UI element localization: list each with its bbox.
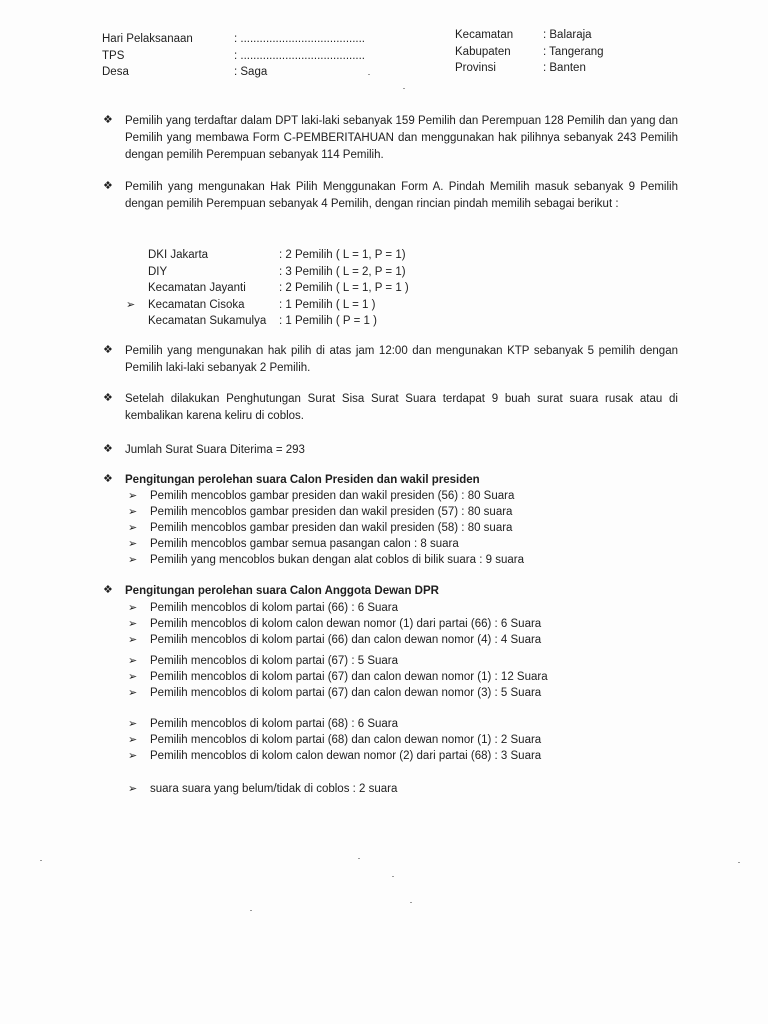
row-value: : 1 Pemilih ( P = 1 )	[279, 315, 377, 327]
diamond-bullet-icon: ❖	[103, 473, 113, 485]
row-name: DKI Jakarta	[148, 249, 209, 261]
list-item	[128, 669, 548, 685]
list-item	[128, 520, 524, 536]
info-row-hari	[102, 31, 365, 48]
paragraph-dpt	[103, 113, 678, 164]
section-heading: Pengitungan perolehan suara Calon Presiden dan wakil presiden	[125, 474, 480, 486]
info-value: : .......................................	[234, 49, 365, 62]
info-row-tps	[102, 48, 365, 65]
dpr-list-67	[128, 653, 548, 701]
info-value: : Saga	[234, 66, 268, 78]
scan-speck	[250, 910, 252, 911]
item-text: Pemilih mencoblos di kolom calon dewan nomor (1) dari partai (66) : 6 Suara	[150, 618, 542, 630]
row-value: : 2 Pemilih ( L = 1, P = 1)	[279, 249, 406, 261]
paragraph-text: Setelah dilakukan Penghutungan Surat Sisa Surat Suara terdapat 9 buah surat suara rusak atau di kembalikan karena keliru di coblos.	[125, 393, 678, 422]
item-text: Pemilih mencoblos gambar presiden dan wakil presiden (58) : 80 suara	[150, 522, 513, 534]
diamond-bullet-icon: ❖	[103, 114, 113, 126]
dpr-list-68	[128, 716, 541, 764]
list-item	[128, 716, 541, 732]
row-value: : 3 Pemilih ( L = 2, P = 1)	[279, 265, 406, 278]
paragraph-text: Pemilih yang terdaftar dalam DPT laki-laki sebanyak 159 Pemilih dan Perempuan 128 Pemilih dan yang dan Pemilih yang membawa Form C-PEMBERITAHUAN dan menggunakan hak pilihnya sebanyak 243 Pemilih dengan pemilih Perempuan sebanyak 114 Pemilih.	[125, 115, 678, 161]
row-value: : 2 Pemilih ( L = 1, P = 1 )	[279, 282, 409, 294]
arrow-bullet-icon: ➢	[126, 298, 136, 311]
list-item	[128, 653, 548, 669]
item-text: suara suara yang belum/tidak di coblos : 2 suara	[150, 783, 398, 795]
arrow-bullet-icon: ➢	[128, 634, 138, 646]
list-item	[128, 781, 397, 797]
item-text: Pemilih mencoblos gambar presiden dan wakil presiden (57) : 80 suara	[150, 506, 513, 518]
row-name: Kecamatan Cisoka	[148, 298, 245, 311]
pindah-memilih-table	[126, 247, 409, 330]
arrow-bullet-icon: ➢	[128, 490, 138, 502]
item-text: Pemilih mencoblos di kolom partai (66) : 6 Suara	[150, 602, 399, 614]
diamond-bullet-icon: ❖	[103, 584, 113, 596]
list-item	[128, 732, 541, 748]
arrow-bullet-icon: ➢	[128, 671, 138, 683]
paragraph-jumlah-surat	[103, 442, 678, 459]
item-text: Pemilih mencoblos gambar presiden dan wakil presiden (56) : 80 Suara	[150, 490, 515, 502]
arrow-bullet-icon: ➢	[128, 655, 138, 667]
scan-speck	[403, 88, 405, 89]
item-text: Pemilih mencoblos di kolom partai (68) dan calon dewan nomor (1) : 2 Suara	[150, 734, 542, 746]
info-label: Kecamatan	[455, 29, 514, 41]
item-text: Pemilih mencoblos di kolom partai (67) dan calon dewan nomor (3) : 5 Suara	[150, 687, 542, 699]
arrow-bullet-icon: ➢	[128, 506, 138, 518]
scan-speck	[40, 860, 42, 861]
table-row	[126, 297, 409, 314]
paragraph-text: Jumlah Surat Suara Diterima = 293	[125, 444, 305, 456]
row-value: : 1 Pemilih ( L = 1 )	[279, 298, 376, 311]
paragraph-surat-rusak	[103, 391, 678, 425]
diamond-bullet-icon: ❖	[103, 344, 113, 356]
arrow-bullet-icon: ➢	[128, 538, 138, 550]
arrow-bullet-icon: ➢	[128, 618, 138, 630]
arrow-bullet-icon: ➢	[128, 554, 138, 566]
row-name: Kecamatan Sukamulya	[148, 315, 267, 327]
info-value: : Banten	[543, 62, 586, 74]
item-text: Pemilih yang mencoblos bukan dengan alat coblos di bilik suara : 9 suara	[150, 554, 524, 566]
list-item	[128, 616, 541, 632]
table-row	[148, 264, 409, 281]
list-item	[128, 488, 524, 504]
list-item	[128, 504, 524, 520]
paragraph-text: Pemilih yang mengunakan Hak Pilih Menggunakan Form A. Pindah Memilih masuk sebanyak 9 Pemilih dengan pemilih Perempuan sebanyak 4 Pemilih, dengan rincian pindah memilih sebagai berikut :	[125, 181, 678, 210]
table-row	[148, 280, 409, 297]
info-label: Kabupaten	[455, 45, 511, 58]
info-row-kecamatan	[455, 27, 604, 44]
info-row-kabupaten	[455, 44, 604, 61]
paragraph-pindah-memilih	[103, 179, 678, 213]
scan-speck	[358, 858, 360, 859]
header-info-left	[102, 31, 365, 81]
scan-speck	[738, 862, 740, 863]
list-item	[128, 632, 541, 648]
item-text: Pemilih mencoblos di kolom partai (67) dan calon dewan nomor (1) : 12 Suara	[150, 671, 548, 683]
item-text: Pemilih mencoblos di kolom partai (67) : 5 Suara	[150, 655, 399, 667]
list-item	[128, 552, 524, 568]
arrow-bullet-icon: ➢	[128, 718, 138, 730]
info-label: Provinsi	[455, 62, 496, 74]
diamond-bullet-icon: ❖	[103, 180, 113, 192]
arrow-bullet-icon: ➢	[128, 750, 138, 762]
section-heading: Pengitungan perolehan suara Calon Anggota Dewan DPR	[125, 585, 439, 597]
info-label: Desa	[102, 66, 129, 78]
info-value: : Balaraja	[543, 29, 592, 41]
list-item	[128, 748, 541, 764]
paragraph-ktp	[103, 343, 678, 377]
item-text: Pemilih mencoblos gambar semua pasangan calon : 8 suara	[150, 538, 459, 550]
item-text: Pemilih mencoblos di kolom partai (68) : 6 Suara	[150, 718, 399, 730]
arrow-bullet-icon: ➢	[128, 602, 138, 614]
scan-speck	[392, 876, 394, 877]
scan-speck	[410, 902, 412, 903]
arrow-bullet-icon: ➢	[128, 734, 138, 746]
diamond-bullet-icon: ❖	[103, 392, 113, 404]
presiden-list	[128, 488, 524, 568]
row-name: DIY	[148, 265, 168, 278]
item-text: Pemilih mencoblos di kolom calon dewan nomor (2) dari partai (68) : 3 Suara	[150, 750, 542, 762]
list-item	[128, 600, 541, 616]
info-label: Hari Pelaksanaan	[102, 33, 193, 45]
info-row-provinsi	[455, 60, 604, 77]
section-presiden	[103, 472, 678, 489]
paragraph-text: Pemilih yang mengunakan hak pilih di atas jam 12:00 dan mengunakan KTP sebanyak 5 pemilih dengan Pemilih laki-laki sebanyak 2 Pemilih.	[125, 345, 678, 374]
arrow-bullet-icon: ➢	[128, 522, 138, 534]
info-label: TPS	[102, 49, 125, 62]
table-row	[148, 247, 409, 264]
arrow-bullet-icon: ➢	[128, 783, 138, 795]
section-dpr	[103, 583, 678, 600]
dpr-list-belum-dicoblos	[128, 781, 397, 797]
item-text: Pemilih mencoblos di kolom partai (66) dan calon dewan nomor (4) : 4 Suara	[150, 634, 542, 646]
row-name: Kecamatan Jayanti	[148, 282, 246, 294]
info-row-desa	[102, 64, 365, 81]
dpr-list-66	[128, 600, 541, 648]
arrow-bullet-icon: ➢	[128, 687, 138, 699]
info-value: : .......................................	[234, 33, 365, 45]
list-item	[128, 685, 548, 701]
scan-speck	[368, 74, 370, 75]
diamond-bullet-icon: ❖	[103, 443, 113, 455]
info-value: : Tangerang	[543, 45, 604, 58]
header-info-right	[455, 27, 604, 77]
list-item	[128, 536, 524, 552]
table-row	[148, 313, 409, 330]
